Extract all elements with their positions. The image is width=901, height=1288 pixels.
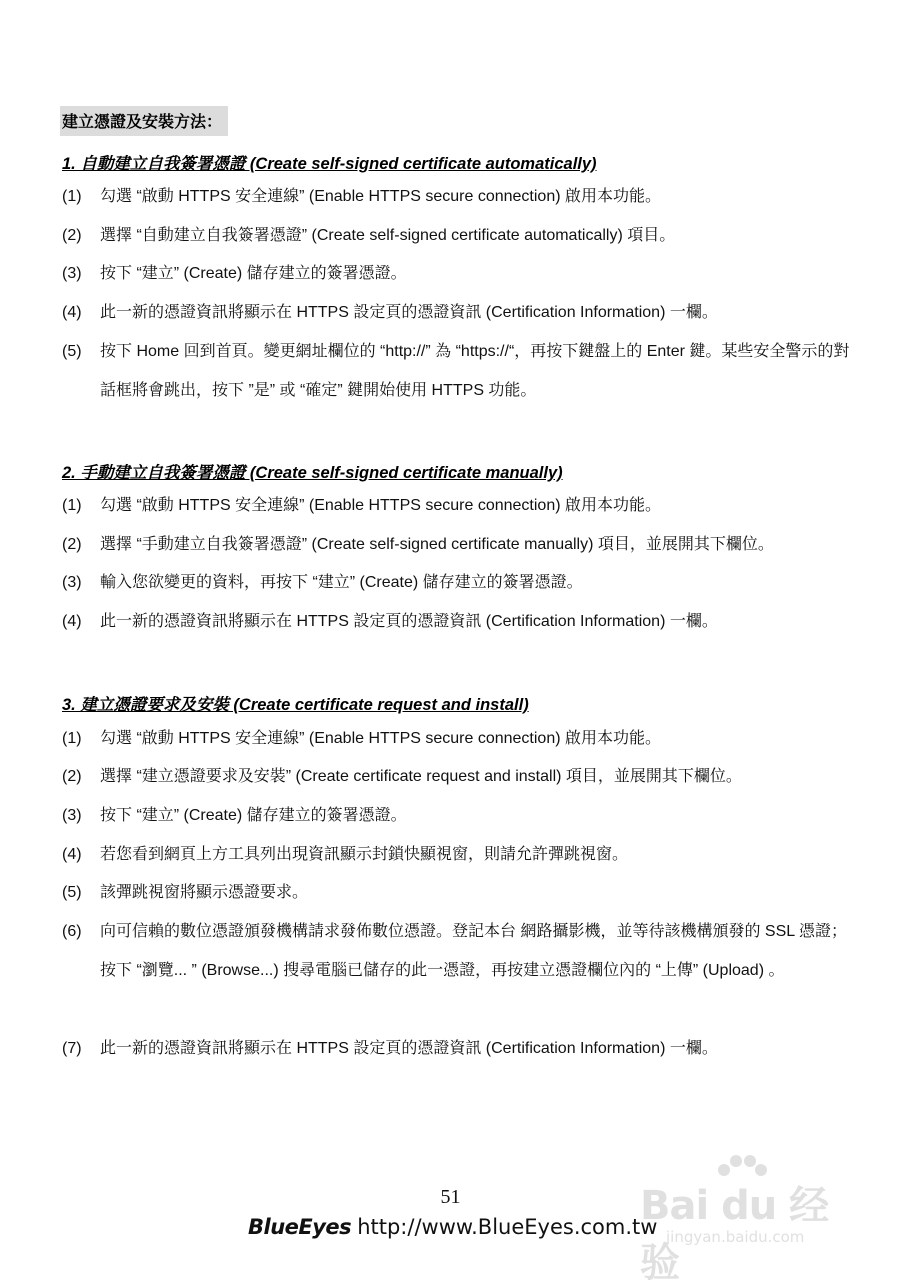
section-title: 2. 手動建立自我簽署憑證 (Create self-signed certificate manually) [62, 464, 563, 482]
step-number: (5) [62, 343, 82, 360]
brand-logo: BlueEyes [248, 1215, 352, 1239]
watermark-url: jingyan.baidu.com [666, 1228, 805, 1246]
step-text: 此一新的憑證資訊將顯示在 HTTPS 設定頁的憑證資訊 (Certification Information) 一欄。 [100, 304, 718, 321]
step-number: (2) [62, 227, 82, 244]
step-number: (4) [62, 304, 82, 321]
step-text: 勾選 “啟動 HTTPS 安全連線” (Enable HTTPS secure connection) 啟用本功能。 [100, 730, 662, 747]
step-text: 按下 Home 回到首頁。變更網址欄位的 “http://” 為 “https://“，再按下鍵盤上的 Enter 鍵。某些安全警示的對話框將會跳出，按下 ”是” 或 “確定” 鍵開始使用 HTTPS 功能。 [100, 343, 850, 399]
step-number: (3) [62, 807, 82, 824]
step-text: 若您看到網頁上方工具列出現資訊顯示封鎖快顯視窗，則請允許彈跳視窗。 [100, 846, 629, 863]
footer [248, 1215, 657, 1239]
step-number: (1) [62, 730, 82, 747]
footer-url: http://www.BlueEyes.com.tw [357, 1215, 658, 1239]
section-title: 1. 自動建立自我簽署憑證 (Create self-signed certificate automatically) [62, 155, 597, 173]
step-number: (7) [62, 1040, 82, 1057]
step-number: (3) [62, 574, 82, 591]
step-number: (2) [62, 768, 82, 785]
step-number: (4) [62, 613, 82, 630]
step-text: 按下 “建立” (Create) 儲存建立的簽署憑證。 [100, 807, 407, 824]
step-number: (4) [62, 846, 82, 863]
step-text: 此一新的憑證資訊將顯示在 HTTPS 設定頁的憑證資訊 (Certification Information) 一欄。 [100, 613, 718, 630]
page-number: 51 [440, 1186, 461, 1208]
step-text: 向可信賴的數位憑證頒發機構請求發佈數位憑證。登記本台 網路攝影機，並等待該機構頒發的 SSL 憑證；按下 “瀏覽... ” (Browse...) 搜尋電腦已儲存的此一憑證，再按建立憑證欄位內的 “上傳” (Upload) 。 [100, 923, 847, 979]
step-text: 輸入您欲變更的資料，再按下 “建立” (Create) 儲存建立的簽署憑證。 [100, 574, 583, 591]
step-text: 按下 “建立” (Create) 儲存建立的簽署憑證。 [100, 265, 407, 282]
step-number: (1) [62, 188, 82, 205]
step-number: (5) [62, 884, 82, 901]
step-text: 此一新的憑證資訊將顯示在 HTTPS 設定頁的憑證資訊 (Certification Information) 一欄。 [100, 1040, 718, 1057]
step-text: 選擇 “建立憑證要求及安裝” (Create certificate request and install) 項目，並展開其下欄位。 [100, 768, 742, 785]
step-text: 選擇 “手動建立自我簽署憑證” (Create self-signed certificate manually) 項目，並展開其下欄位。 [100, 536, 774, 553]
step-number: (6) [62, 923, 82, 940]
step-number: (2) [62, 536, 82, 553]
section-title: 3. 建立憑證要求及安裝 (Create certificate request and install) [62, 696, 529, 714]
watermark-logo-text: Bai du 经验 [640, 1183, 829, 1286]
step-number: (1) [62, 497, 82, 514]
step-number: (3) [62, 265, 82, 282]
step-text: 該彈跳視窗將顯示憑證要求。 [100, 884, 309, 901]
step-text: 勾選 “啟動 HTTPS 安全連線” (Enable HTTPS secure connection) 啟用本功能。 [100, 497, 662, 514]
page-heading: 建立憑證及安裝方法： [60, 106, 228, 136]
step-text: 勾選 “啟動 HTTPS 安全連線” (Enable HTTPS secure connection) 啟用本功能。 [100, 188, 662, 205]
step-text: 選擇 “自動建立自我簽署憑證” (Create self-signed certificate automatically) 項目。 [100, 227, 676, 244]
